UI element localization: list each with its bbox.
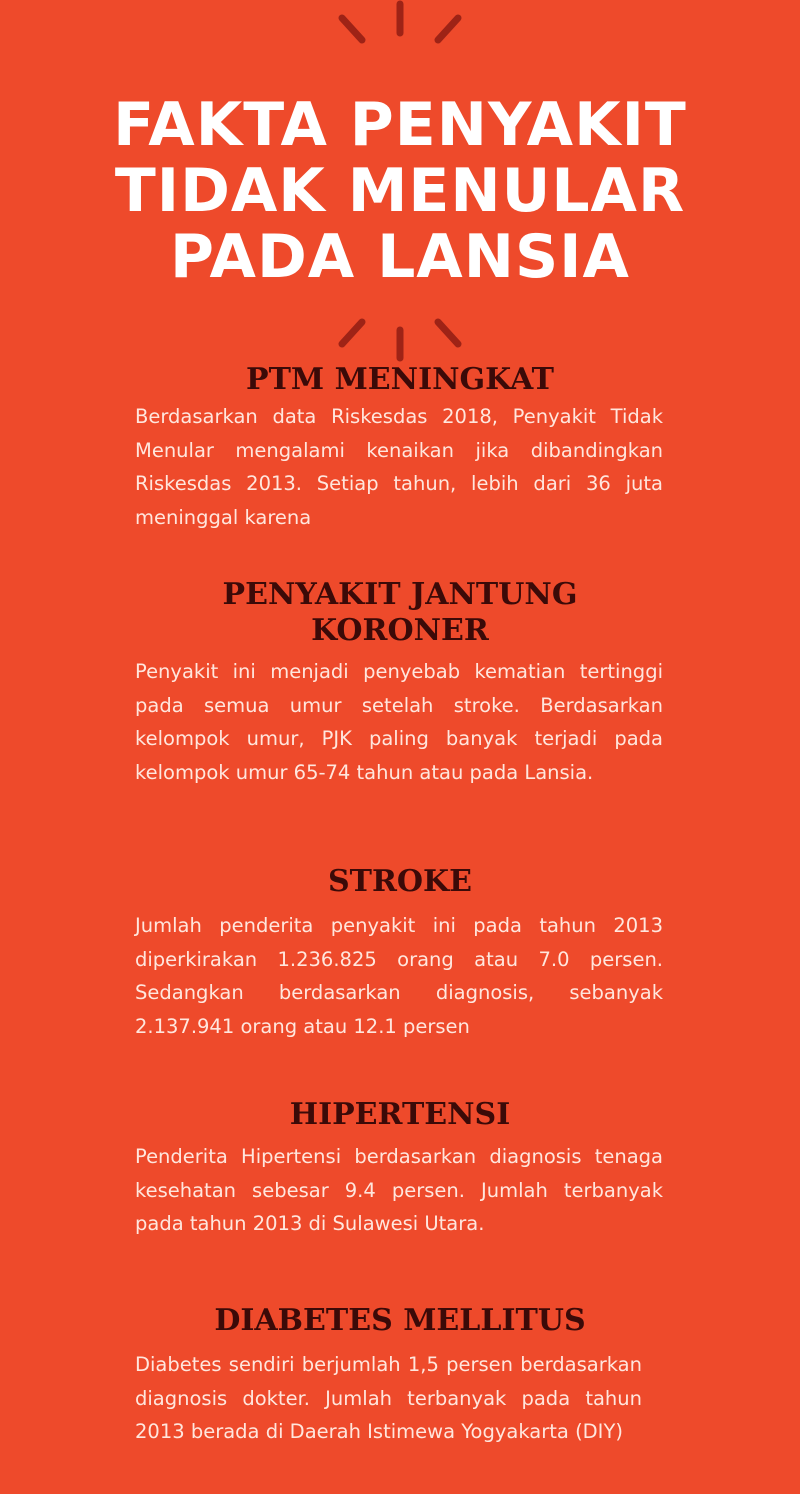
burst-stroke-left: [342, 322, 362, 344]
burst-stroke-right: [438, 322, 458, 344]
burst-stroke-right: [438, 18, 458, 40]
section-text-penyakit-jantung-koroner: Penyakit ini menjadi penyebab kematian tertinggi pada semua umur setelah stroke. Berdasarkan kelompok umur, PJK paling banyak terjadi pada kelompok umur 65-74 tahun atau pada Lansia.: [135, 660, 663, 784]
page-title: [0, 92, 800, 290]
title-line-3: PADA LANSIA: [170, 222, 630, 292]
section-text-diabetes-mellitus: Diabetes sendiri berjumlah 1,5 persen berdasarkan diagnosis dokter. Jumlah terbanyak pada tahun 2013 berada di Daerah Istimewa Yogyakarta (DIY): [135, 1353, 642, 1443]
section-text-ptm-meningkat: Berdasarkan data Riskesdas 2018, Penyakit Tidak Menular mengalami kenaikan jika dibandingkan Riskesdas 2013. Setiap tahun, lebih dari 36 juta meninggal karena: [135, 405, 663, 529]
section-heading-hipertensi: [0, 1097, 800, 1133]
heading-line: PTM MENINGKAT: [246, 362, 554, 397]
heading-line: HIPERTENSI: [289, 1097, 511, 1132]
burst-stroke-left: [342, 18, 362, 40]
title-line-2: TIDAK MENULAR: [114, 156, 686, 226]
section-heading-diabetes-mellitus: [0, 1303, 800, 1339]
top-burst-decoration: [0, 0, 800, 60]
heading-line: PENYAKIT JANTUNG: [222, 577, 578, 612]
heading-line: STROKE: [328, 864, 472, 899]
heading-line: KORONER: [311, 613, 489, 648]
heading-line: DIABETES MELLITUS: [214, 1303, 586, 1338]
section-text-hipertensi: Penderita Hipertensi berdasarkan diagnosis tenaga kesehatan sebesar 9.4 persen. Jumlah terbanyak pada tahun 2013 di Sulawesi Utara.: [135, 1145, 663, 1235]
title-line-1: FAKTA PENYAKIT: [113, 90, 687, 160]
section-heading-ptm-meningkat: [0, 362, 800, 398]
section-heading-penyakit-jantung-koroner: [0, 577, 800, 649]
section-text-stroke: Jumlah penderita penyakit ini pada tahun 2013 diperkirakan 1.236.825 orang atau 7.0 persen. Sedangkan berdasarkan diagnosis, sebanyak 2.137.941 orang atau 12.1 persen: [135, 914, 663, 1038]
section-heading-stroke: [0, 864, 800, 900]
bottom-burst-decoration: [0, 312, 800, 368]
